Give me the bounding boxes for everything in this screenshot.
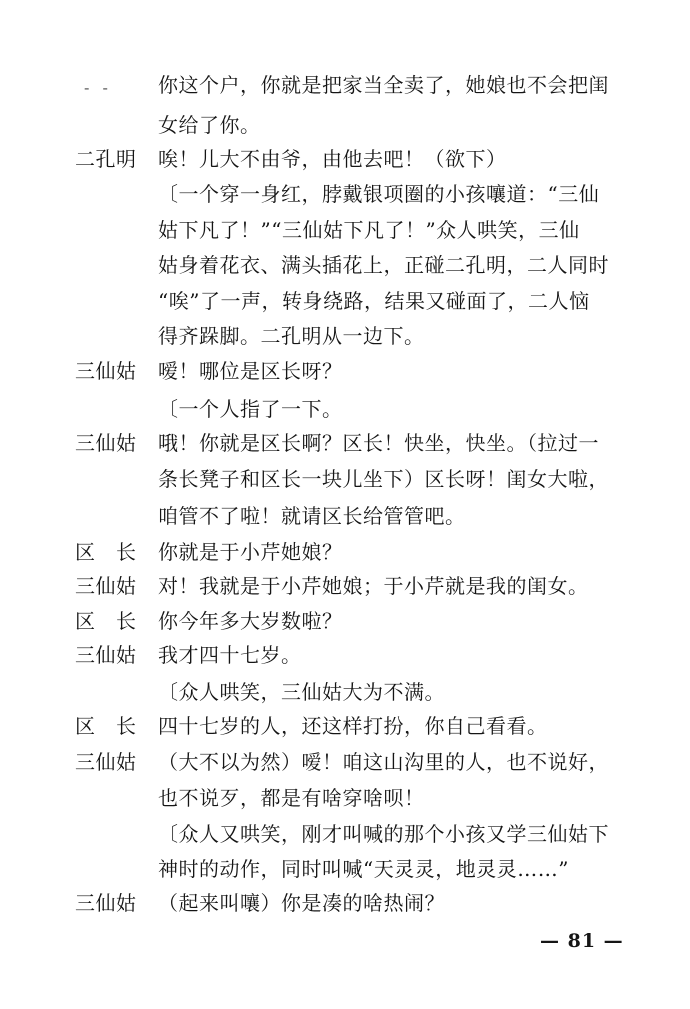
- stage-direction-line: 〔众人又哄笑，刚才叫喊的那个小孩又学三仙姑下: [158, 822, 609, 846]
- speaker-label: 三仙姑: [75, 574, 137, 598]
- stage-direction-line: 神时的动作，同时叫喊“天灵灵，地灵灵……”: [158, 857, 569, 881]
- speaker-label: 区 长: [75, 540, 137, 564]
- speaker-label: 二孔明: [75, 147, 137, 171]
- lead-dash: - -: [84, 78, 112, 97]
- stage-direction-line: 〔一个穿一身红，脖戴银项圈的小孩嚷道：“三仙: [158, 182, 600, 206]
- dialogue-line: 你今年多大岁数啦？: [158, 609, 343, 633]
- page-number: — 81 —: [540, 930, 624, 952]
- dialogue-line: 我才四十七岁。: [158, 643, 302, 667]
- stage-direction-line: 得齐跺脚。二孔明从一边下。: [158, 324, 425, 348]
- dialogue-line: （大不以为然）嗳！咱这山沟里的人，也不说好，: [158, 750, 609, 774]
- speaker-label: 三仙姑: [75, 750, 137, 774]
- speaker-label: 三仙姑: [75, 891, 137, 915]
- stage-direction-line: 〔众人哄笑，三仙姑大为不满。: [158, 680, 445, 704]
- dialogue-line: 也不说歹，都是有啥穿啥呗！: [158, 786, 425, 810]
- dialogue-line: 你就是于小芹她娘？: [158, 540, 343, 564]
- dialogue-line: 条长凳子和区长一块儿坐下）区长呀！闺女大啦，: [158, 467, 609, 491]
- speaker-label: 三仙姑: [75, 431, 137, 455]
- text-line: 女给了你。: [158, 113, 261, 137]
- speaker-label: 三仙姑: [75, 643, 137, 667]
- stage-direction-line: “唉”了一声，转身绕路，结果又碰面了，二人恼: [158, 289, 590, 313]
- speaker-label: 三仙姑: [75, 359, 137, 383]
- speaker-label: 区 长: [75, 609, 137, 633]
- dialogue-line: 唉！儿大不由爷，由他去吧！（欲下）: [158, 147, 507, 171]
- stage-direction-line: 姑下凡了！”“三仙姑下凡了！”众人哄笑，三仙: [158, 218, 580, 242]
- dialogue-line: 四十七岁的人，还这样打扮，你自己看看。: [158, 714, 548, 738]
- dialogue-line: 对！我就是于小芹她娘；于小芹就是我的闺女。: [158, 574, 589, 598]
- dialogue-line: 嗳！哪位是区长呀？: [158, 359, 343, 383]
- dialogue-line: （起来叫嚷）你是凑的啥热闹？: [158, 891, 445, 915]
- stage-direction-line: 姑身着花衣、满头插花上，正碰二孔明，二人同时: [158, 253, 609, 277]
- dialogue-line: 哦！你就是区长啊？区长！快坐，快坐。（拉过一: [158, 431, 599, 455]
- dialogue-line: 咱管不了啦！就请区长给管管吧。: [158, 504, 466, 528]
- text-line: 你这个户，你就是把家当全卖了，她娘也不会把闺: [158, 73, 609, 97]
- stage-direction-line: 〔一个人指了一下。: [158, 397, 343, 421]
- speaker-label: 区 长: [75, 714, 137, 738]
